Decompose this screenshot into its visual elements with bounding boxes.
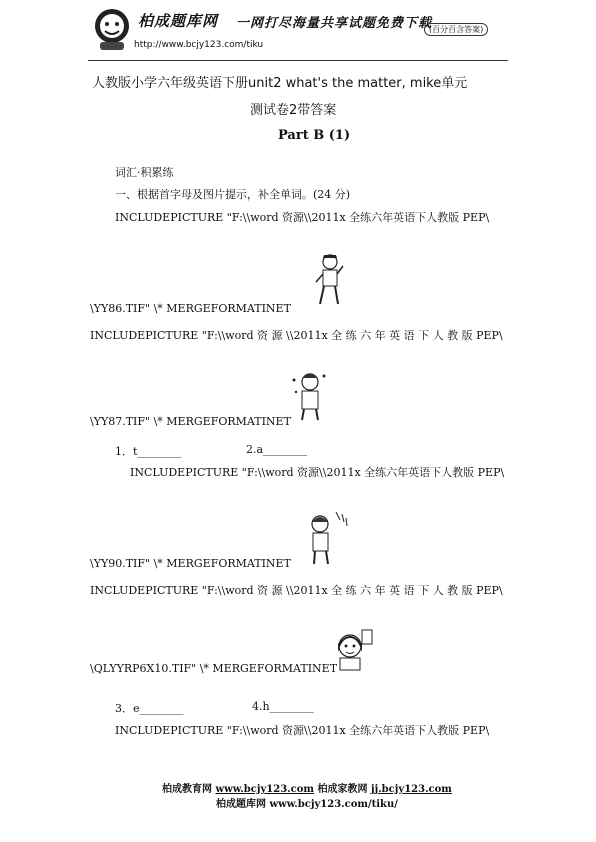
field-code-line: \YY87.TIF" \* MERGEFORMATINET: [90, 415, 291, 428]
header-divider: [88, 60, 508, 61]
field-code-line: \QLYYRP6X10.TIF" \* MERGEFORMATINET: [90, 662, 338, 675]
footer-label-edu: 柏成教育网: [162, 784, 216, 795]
answer-badge: (百分百含答案): [424, 23, 488, 36]
part-heading: Part B (1): [278, 128, 351, 143]
doc-title-line1: 人教版小学六年级英语下册unit2 what's the matter, mike单元: [92, 76, 468, 91]
field-code-line: INCLUDEPICTURE "F:\\word 资源\\2011x 全练六年英语下人教版 PEP\: [115, 211, 490, 224]
brand-name: 柏成题库网: [138, 12, 219, 30]
field-code-line: \YY86.TIF" \* MERGEFORMATINET: [90, 302, 291, 315]
site-logo: [90, 6, 134, 52]
doc-title-line2: 测试卷2带答案: [250, 103, 337, 118]
blank-3[interactable]: 3．e________: [115, 702, 184, 715]
girl-phone-picture: [332, 626, 376, 672]
boy-cough-picture: [290, 370, 330, 422]
blank-4[interactable]: 4.h________: [252, 700, 314, 713]
footer-label-tutor: 柏成家教网: [314, 784, 371, 795]
field-code-line: INCLUDEPICTURE "F:\\word 资 源 \\2011x 全 练 六 年 英 语 下 人 教 版 PEP\: [90, 329, 503, 342]
instruction: 一、根据首字母及图片提示，补全单词。(24 分): [115, 188, 351, 201]
site-url[interactable]: http://www.bcjy123.com/tiku: [134, 40, 264, 50]
blank-1[interactable]: 1．t________: [115, 445, 182, 458]
field-code-line: INCLUDEPICTURE "F:\\word 资 源 \\2011x 全 练 六 年 英 语 下 人 教 版 PEP\: [90, 584, 503, 597]
footer-link-edu[interactable]: www.bcjy123.com: [215, 784, 314, 795]
section-label: 词汇·积累练: [115, 166, 174, 179]
field-code-line: INCLUDEPICTURE "F:\\word 资源\\2011x 全练六年英语下人教版 PEP\: [115, 724, 490, 737]
footer-line1: [162, 780, 452, 795]
field-code-line: \YY90.TIF" \* MERGEFORMATINET: [90, 557, 291, 570]
blank-2[interactable]: 2.a________: [246, 443, 308, 456]
footer-line2: 柏成题库网 www.bcjy123.com/tiku/: [216, 799, 398, 810]
slogan: 一网打尽海量共享试题免费下载: [236, 16, 433, 31]
boy-sick-picture: [310, 252, 346, 308]
footer-link-tutor[interactable]: jj.bcjy123.com: [370, 784, 452, 795]
girl-headache-picture: [300, 508, 350, 566]
field-code-line: INCLUDEPICTURE "F:\\word 资源\\2011x 全练六年英语下人教版 PEP\: [130, 466, 505, 479]
